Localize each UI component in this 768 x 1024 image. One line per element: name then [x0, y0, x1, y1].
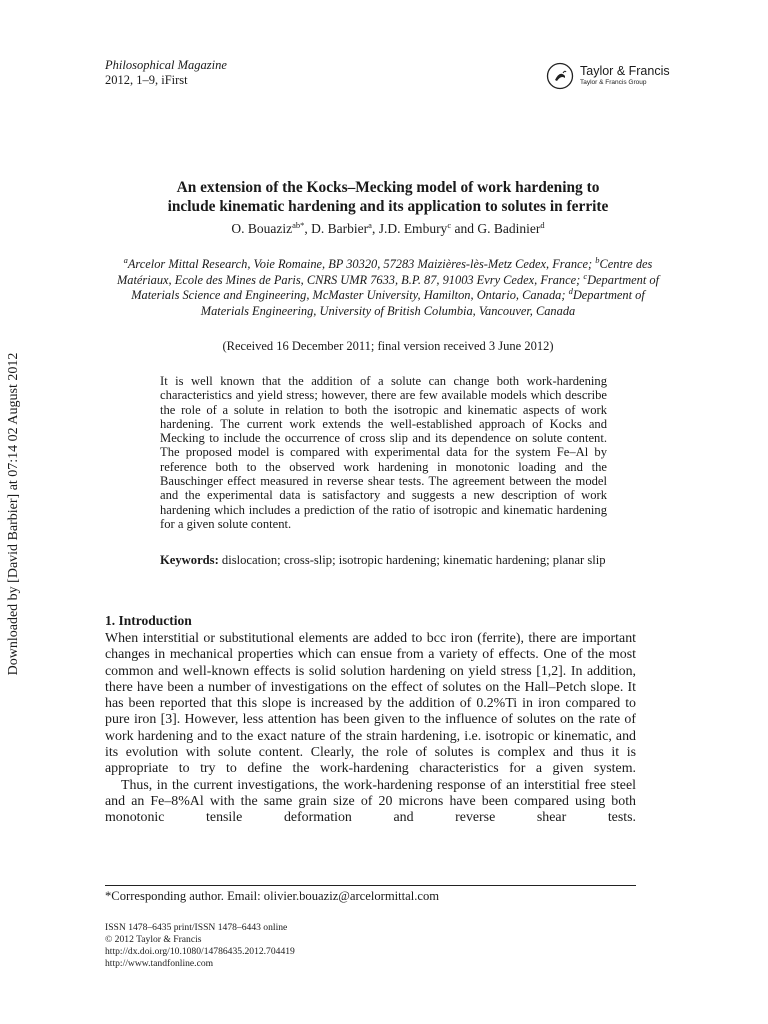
author-name: D. Barbier — [311, 221, 369, 236]
section-heading: 1. Introduction — [105, 613, 192, 628]
author-affil-mark: ab* — [292, 220, 305, 230]
affiliation: Arcelor Mittal Research, Voie Romaine, BP 30320, 57283 Maizières-lès-Metz Cedex, France; — [127, 257, 596, 271]
publisher-logo — [546, 62, 676, 90]
doi-link[interactable]: http://dx.doi.org/10.1080/14786435.2012.704419 — [105, 945, 295, 957]
footnote-rule — [105, 885, 636, 886]
keywords — [160, 553, 607, 567]
article-title — [80, 178, 696, 216]
author-list — [80, 221, 696, 237]
title-line: An extension of the Kocks–Mecking model of work hardening to — [176, 179, 600, 196]
journal-issue: 2012, 1–9, iFirst — [105, 73, 188, 87]
issn: ISSN 1478–6435 print/ISSN 1478–6443 online — [105, 922, 288, 933]
abstract: It is well known that the addition of a solute can change both work-hardening characteristics and yield stress; however, there are few available models which describe the role of a solute in relation to both the isotropic and kinematic aspects of work hardening. The current work extends the well-established approach of Kocks and Mecking to include the occurrence of cross slip and its dependence on solute content. The proposed model is compared with experimental data for the system Fe–Al by reference both to the observed work hardening in monotonic loading and the Bauschinger effect measured in reverse shear tests. The agreement between the model and the experimental data is satisfactory and suggests a new description of work hardening which includes a prediction of the ratio of isotropic and kinematic hardening for a given solute content. — [160, 374, 607, 531]
journal-header — [105, 58, 227, 88]
affil-mark: a — [123, 255, 128, 265]
affiliations — [110, 257, 666, 319]
author-affil-mark: d — [540, 220, 545, 230]
body-text — [105, 631, 636, 827]
affiliation: Department of Materials Engineering, University of British Columbia, Vancouver, Canada — [200, 288, 645, 318]
received-dates: (Received 16 December 2011; final version received 3 June 2012) — [222, 339, 554, 353]
affil-mark: b — [595, 255, 600, 265]
copyright: © 2012 Taylor & Francis — [105, 933, 202, 945]
publisher-name: Taylor & Francis — [580, 64, 670, 78]
title-line: include kinematic hardening and its application to solutes in ferrite — [167, 198, 609, 215]
author-separator: and — [451, 221, 478, 236]
keywords-label: Keywords: — [160, 553, 219, 567]
author-separator: , — [304, 221, 312, 236]
keywords-list: dislocation; cross-slip; isotropic hardening; kinematic hardening; planar slip — [221, 553, 606, 567]
author-name: J.D. Embury — [378, 221, 448, 236]
corresponding-author-footnote: *Corresponding author. Email: olivier.bouaziz@arcelormittal.com — [105, 889, 440, 903]
author-separator: , — [371, 221, 379, 236]
copyright-block — [105, 922, 295, 970]
author-name: G. Badinier — [477, 221, 541, 236]
affil-mark: d — [568, 286, 573, 296]
affiliation: Department of Materials Science and Engineering, McMaster University, Hamilton, Ontario, Canada; — [131, 272, 660, 302]
journal-url[interactable]: http://www.tandfonline.com — [105, 957, 214, 969]
author-affil-mark: c — [447, 220, 452, 230]
affil-mark: c — [583, 270, 588, 281]
publisher-group: Taylor & Francis Group — [580, 79, 647, 86]
author-name: O. Bouaziz — [231, 221, 293, 236]
affiliation: Centre des Matériaux, Ecole des Mines de Paris, CNRS UMR 7633, B.P. 87, 91003 Evry Cedex, France; — [116, 257, 653, 287]
author-affil-mark: a — [368, 220, 372, 230]
download-stamp: Downloaded by [David Barbier] at 07:14 02 August 2012 — [6, 352, 21, 676]
journal-name: Philosophical Magazine — [105, 58, 227, 72]
publisher-lamp-icon — [546, 62, 574, 90]
paragraph: When interstitial or substitutional elements are added to bcc iron (ferrite), there are important changes in mechanical properties which can ensue from a variety of effects. One of the most common and well-known effects is solid solution hardening on yield stress [1,2]. In addition, there have been a number of investigations on the effect of solutes on the Hall–Petch slope. It has been reported that this slope is increased by the addition of 0.2%Ti in iron compared to pure iron [3]. However, less attention has been given to the influence of solutes on the rate of work hardening and to the exact nature of the strain hardening, i.e. isotropic or kinematic, and its evolution with solute content. Clearly, the role of solutes is complex and thus it is appropriate to try to define the work-hardening characteristics for a given system. — [105, 631, 636, 777]
paragraph: Thus, in the current investigations, the work-hardening response of an interstitial free steel and an Fe–8%Al with the same grain size of 20 microns have been compared using both monotonic tensile deformation and reverse shear tests. — [105, 777, 636, 826]
